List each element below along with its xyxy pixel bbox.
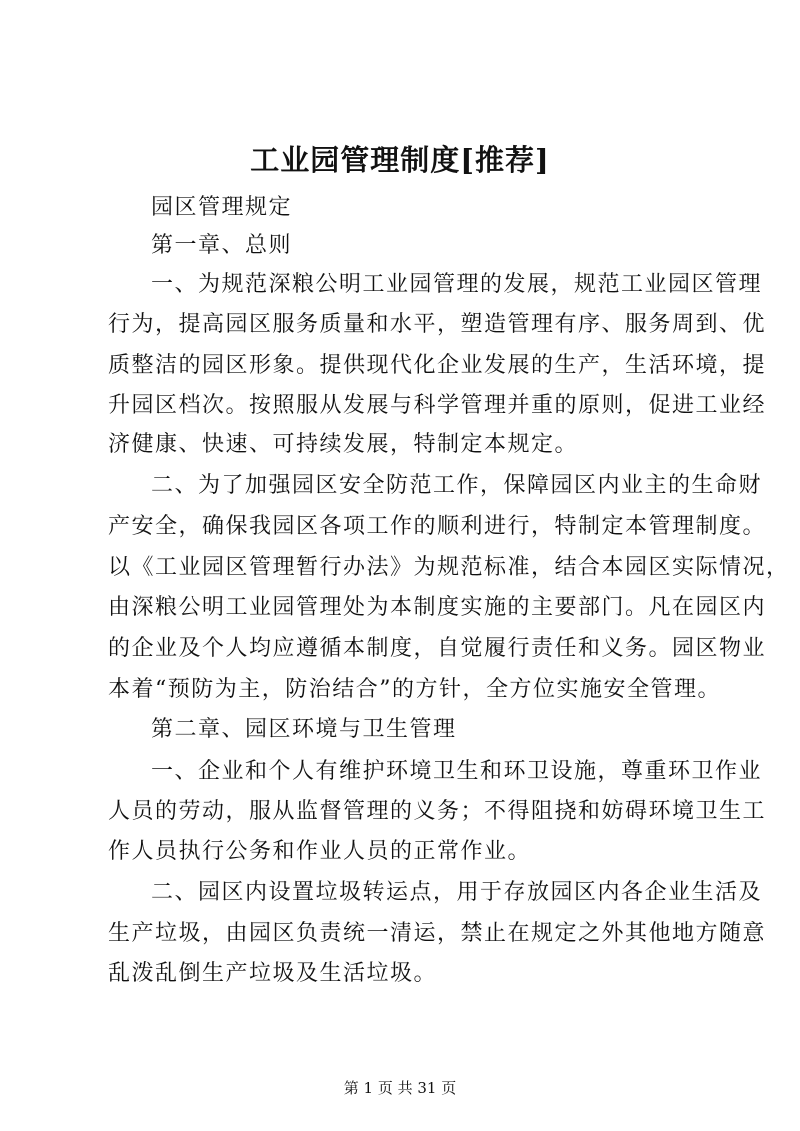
paragraph-line: 济健康、快速、可持续发展，特制定本规定。 — [108, 432, 579, 457]
paragraph-line: 人员的劳动，服从监督管理的义务；不得阻挠和妨碍环境卫生工 — [108, 799, 767, 824]
paragraph-line: 由深粮公明工业园管理处为本制度实施的主要部门。凡在园区内 — [108, 595, 767, 620]
paragraph-line: 园区管理规定 — [151, 195, 293, 220]
paragraph-line: 一、为规范深粮公明工业园管理的发展，规范工业园区管理 — [151, 272, 763, 297]
paragraph-line: 二、园区内设置垃圾转运点，用于存放园区内各企业生活及 — [151, 880, 763, 905]
paragraph-line: 质整洁的园区形象。提供现代化企业发展的生产，生活环境，提 — [108, 353, 767, 378]
paragraph-line: 本着“预防为主，防治结合”的方针，全方位实施安全管理。 — [108, 677, 721, 702]
paragraph-line: 二、为了加强园区安全防范工作，保障园区内业主的生命财 — [151, 473, 763, 498]
paragraph-line: 生产垃圾，由园区负责统一清运，禁止在规定之外其他地方随意 — [108, 921, 767, 946]
paragraph-line: 乱泼乱倒生产垃圾及生活垃圾。 — [108, 961, 438, 986]
paragraph-line: 行为，提高园区服务质量和水平，塑造管理有序、服务周到、优 — [108, 312, 767, 337]
page-footer: 第 1 页 共 31 页 — [343, 1079, 457, 1097]
paragraph-line: 第二章、园区环境与卫生管理 — [151, 717, 457, 742]
paragraph-line: 以《工业园区管理暂行办法》为规范标准，结合本园区实际情况， — [108, 555, 790, 580]
paragraph-line: 第一章、总则 — [151, 233, 293, 258]
paragraph-line: 的企业及个人均应遵循本制度，自觉履行责任和义务。园区物业 — [108, 636, 767, 661]
paragraph-line: 作人员执行公务和作业人员的正常作业。 — [108, 839, 532, 864]
paragraph-line: 产安全，确保我园区各项工作的顺利进行，特制定本管理制度。 — [108, 514, 767, 539]
document-title: 工业园管理制度[推荐] — [250, 143, 550, 177]
paragraph-line: 升园区档次。按照服从发展与科学管理并重的原则，促进工业经 — [108, 393, 767, 418]
paragraph-line: 一、企业和个人有维护环境卫生和环卫设施，尊重环卫作业 — [151, 759, 763, 784]
